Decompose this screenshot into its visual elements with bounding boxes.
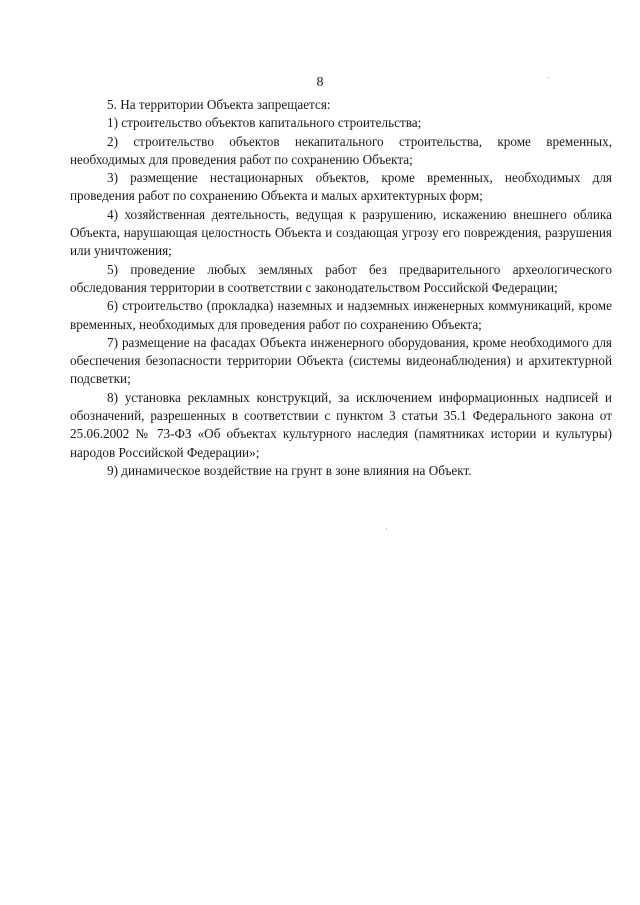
- list-item: 7) размещение на фасадах Объекта инженерного оборудования, кроме необходимого для обеспечения безопасности территории Объекта (системы видеонаблюдения) и архитектурной подсветки;: [70, 334, 612, 387]
- list-item: 5) проведение любых земляных работ без предварительного археологического обследования территории в соответствии с законодательством Российской Федерации;: [70, 261, 612, 295]
- list-item: 8) установка рекламных конструкций, за исключением информационных надписей и обозначений, разрешенных в соответствии с пунктом 3 статьи 35.1 Федерального закона от 25.06.2002 № 73-ФЗ «Об объектах культурного наследия (памятниках истории и культуры) народов Российской Федерации»;: [70, 389, 612, 460]
- scan-speck: [386, 528, 387, 530]
- document-body: [70, 96, 612, 480]
- section-heading: 5. На территории Объекта запрещается:: [107, 97, 331, 112]
- list-item: 1) строительство объектов капитального строительства;: [107, 115, 422, 131]
- list-item: 3) размещение нестационарных объектов, кроме временных, необходимых для проведения работ по сохранению Объекта и малых архитектурных форм;: [70, 170, 612, 204]
- list-item: 4) хозяйственная деятельность, ведущая к разрушению, искажению внешнего облика Объекта, нарушающая целостность Объекта и создающая угрозу его повреждения, разрушения или уничтожения;: [70, 206, 612, 259]
- list-item: 9) динамическое воздействие на грунт в зоне влияния на Объект.: [107, 462, 472, 478]
- list-item: 6) строительство (прокладка) наземных и надземных инженерных коммуникаций, кроме временных, необходимых для проведения работ по сохранению Объекта;: [70, 298, 612, 332]
- list-item: 2) строительство объектов некапитального строительства, кроме временных, необходимых для проведения работ по сохранению Объекта;: [70, 133, 612, 167]
- page-number: 8: [316, 75, 324, 90]
- scan-speck: [548, 77, 549, 79]
